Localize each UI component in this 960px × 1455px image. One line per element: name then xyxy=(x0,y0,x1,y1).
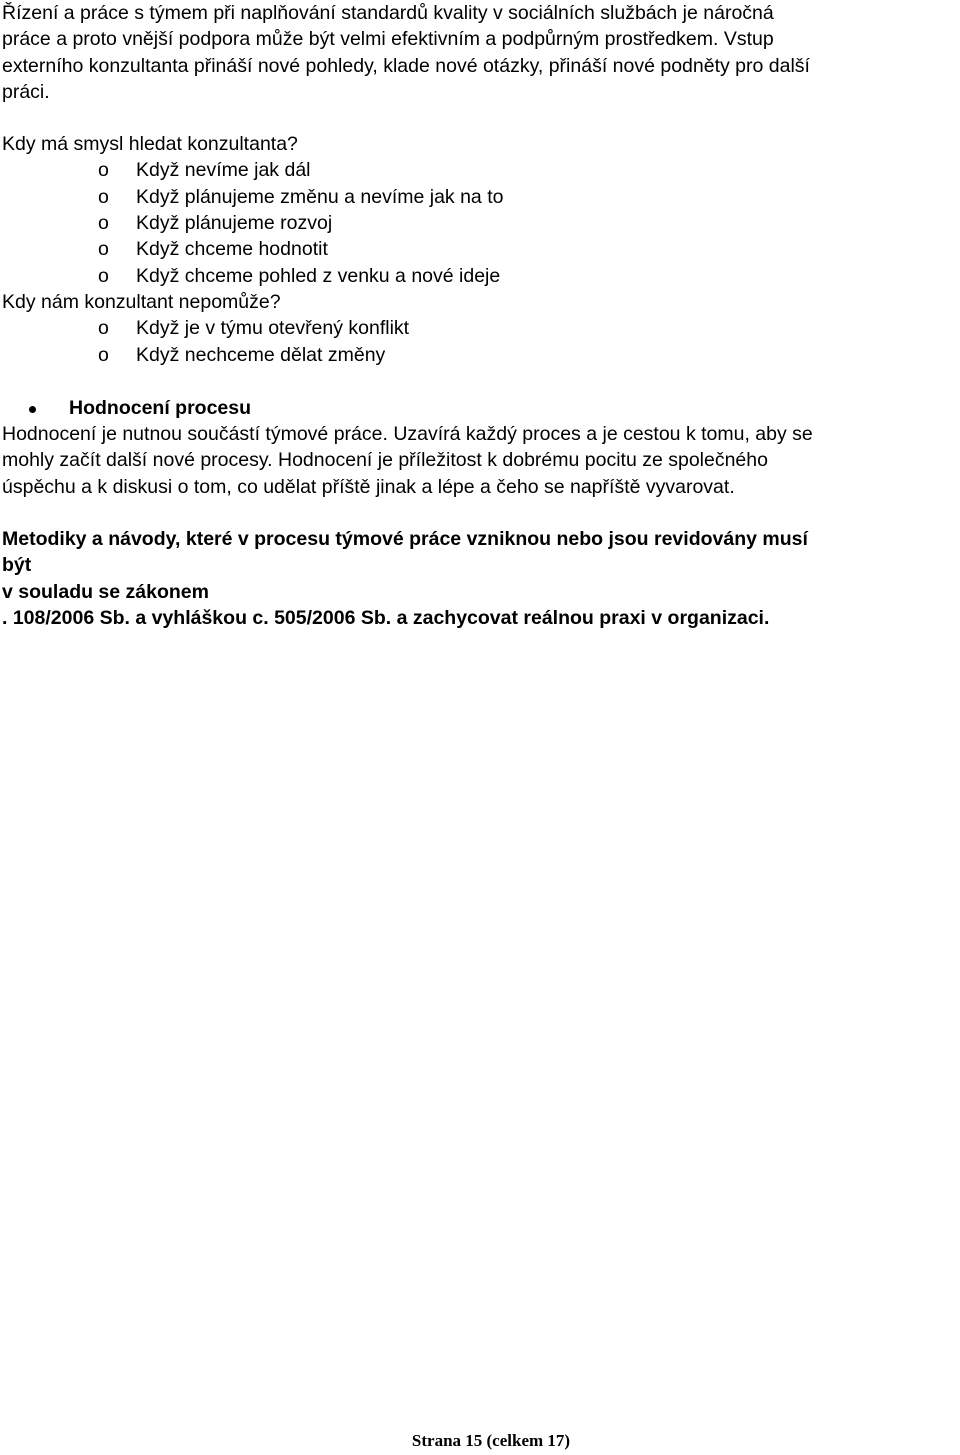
list-item: o Když plánujeme rozvoj xyxy=(2,210,960,236)
bullet-dot-icon xyxy=(29,406,36,413)
methodology-line: . 108/2006 Sb. a vyhláškou c. 505/2006 Sb. a zachycovat reálnou praxi v organizaci. xyxy=(2,606,770,629)
list-item: o Když chceme pohled z venku a nové ideje xyxy=(2,263,960,289)
list-item: o Když nevíme jak dál xyxy=(2,157,960,183)
methodology-paragraph xyxy=(2,526,960,631)
list-item: o Když nechceme dělat změny xyxy=(2,342,960,368)
circle-bullet-icon: o xyxy=(98,159,109,182)
evaluation-line: Hodnocení je nutnou součástí týmové práce. Uzavírá každý proces a je cestou k tomu, aby se xyxy=(2,423,813,446)
intro-line: práci. xyxy=(2,80,50,103)
methodology-line: v souladu se zákonem xyxy=(2,580,209,603)
circle-bullet-icon: o xyxy=(98,212,109,235)
circle-bullet-icon: o xyxy=(98,264,109,287)
intro-line: Řízení a práce s týmem při naplňování standardů kvality v sociálních službách je náročná xyxy=(2,2,774,24)
circle-bullet-icon: o xyxy=(98,238,109,261)
list-item: o Když plánujeme změnu a nevíme jak na to xyxy=(2,184,960,210)
blank-line xyxy=(2,105,960,131)
circle-bullet-icon: o xyxy=(98,185,109,208)
methodology-line: být xyxy=(2,554,32,577)
evaluation-line: mohly začít další nové procesy. Hodnocení je příležitost k dobrému pocitu ze společného xyxy=(2,449,768,472)
list-item: o Když chceme hodnotit xyxy=(2,236,960,262)
intro-line: externího konzultanta přináší nové pohledy, klade nové otázky, přináší nové podněty pro další xyxy=(2,54,810,77)
intro-line: práce a proto vnější podpora může být velmi efektivním a podpůrným prostředkem. Vstup xyxy=(2,28,774,51)
list-item: o Když je v týmu otevřený konflikt xyxy=(2,315,960,341)
not-helpful-list xyxy=(2,315,960,368)
when-consultant-question: Kdy má smysl hledat konzultanta? xyxy=(2,133,298,156)
when-consultant-list xyxy=(2,157,960,288)
document-page xyxy=(2,0,960,631)
methodology-line: Metodiky a návody, které v procesu týmové práce vzniknou nebo jsou revidovány musí xyxy=(2,528,808,551)
circle-bullet-icon: o xyxy=(98,317,109,340)
intro-paragraph xyxy=(2,0,960,105)
evaluation-paragraph xyxy=(2,421,960,500)
not-helpful-question: Kdy nám konzultant nepomůže? xyxy=(2,290,281,313)
evaluation-line: úspěchu a k diskusi o tom, co udělat příště jinak a lépe a čeho se napříště vyvarovat. xyxy=(2,475,735,498)
evaluation-heading: Hodnocení procesu xyxy=(2,395,960,421)
circle-bullet-icon: o xyxy=(98,343,109,366)
page-number-footer: Strana 15 (celkem 17) xyxy=(411,1431,571,1450)
